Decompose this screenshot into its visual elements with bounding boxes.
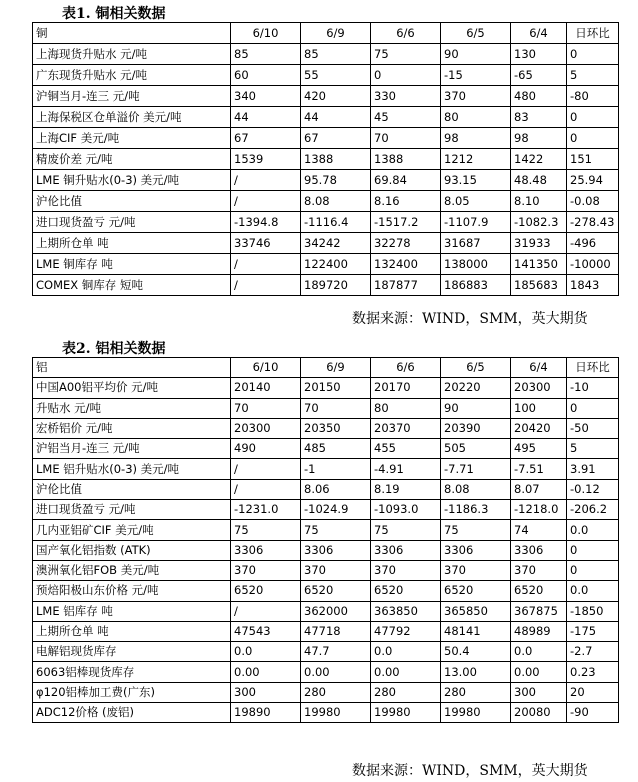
value-cell: 370 bbox=[231, 560, 301, 580]
value-cell: -80 bbox=[567, 86, 619, 107]
header-cell: 6/4 bbox=[511, 358, 567, 378]
value-cell: / bbox=[231, 601, 301, 621]
value-cell: -175 bbox=[567, 621, 619, 641]
value-cell: 370 bbox=[511, 560, 567, 580]
value-cell: 19980 bbox=[301, 703, 371, 723]
table-row bbox=[33, 479, 619, 499]
value-cell: 47792 bbox=[371, 621, 441, 641]
value-cell: 0 bbox=[567, 398, 619, 418]
value-cell: -206.2 bbox=[567, 500, 619, 520]
value-cell: 31933 bbox=[511, 233, 567, 254]
value-cell: 48141 bbox=[441, 621, 511, 641]
row-label-cell: 电解铝现货库存 bbox=[33, 642, 231, 662]
value-cell: 0 bbox=[567, 107, 619, 128]
value-cell: 0.0 bbox=[567, 520, 619, 540]
value-cell: -10000 bbox=[567, 254, 619, 275]
value-cell: 20170 bbox=[371, 378, 441, 398]
value-cell: -90 bbox=[567, 703, 619, 723]
table-row bbox=[33, 398, 619, 418]
value-cell: 0.00 bbox=[511, 662, 567, 682]
aluminum-data-source: 数据来源：WIND，SMM，英大期货 bbox=[352, 763, 588, 779]
value-cell: -1850 bbox=[567, 601, 619, 621]
value-cell: 67 bbox=[231, 128, 301, 149]
value-cell: 20080 bbox=[511, 703, 567, 723]
value-cell: -10 bbox=[567, 378, 619, 398]
value-cell: 85 bbox=[301, 44, 371, 65]
table-row bbox=[33, 149, 619, 170]
value-cell: 370 bbox=[441, 560, 511, 580]
table-row bbox=[33, 254, 619, 275]
value-cell: 5 bbox=[567, 65, 619, 86]
value-cell: 6520 bbox=[231, 581, 301, 601]
value-cell: -1082.3 bbox=[511, 212, 567, 233]
value-cell: 8.08 bbox=[441, 479, 511, 499]
row-label-cell: φ120铝棒加工费(广东) bbox=[33, 682, 231, 702]
value-cell: 0 bbox=[567, 128, 619, 149]
value-cell: 75 bbox=[441, 520, 511, 540]
value-cell: 90 bbox=[441, 44, 511, 65]
row-label-cell: 国产氧化铝指数 (ATK) bbox=[33, 540, 231, 560]
value-cell: 8.08 bbox=[301, 191, 371, 212]
value-cell: 33746 bbox=[231, 233, 301, 254]
value-cell: 300 bbox=[511, 682, 567, 702]
row-label-cell: LME 铝升贴水(0-3) 美元/吨 bbox=[33, 459, 231, 479]
value-cell: 130 bbox=[511, 44, 567, 65]
value-cell: 70 bbox=[231, 398, 301, 418]
value-cell: 98 bbox=[441, 128, 511, 149]
header-cell: 6/10 bbox=[231, 23, 301, 44]
row-label-cell: 升贴水 元/吨 bbox=[33, 398, 231, 418]
table-row bbox=[33, 459, 619, 479]
value-cell: / bbox=[231, 275, 301, 296]
table-row bbox=[33, 275, 619, 296]
value-cell: / bbox=[231, 170, 301, 191]
row-label-cell: LME 铝库存 吨 bbox=[33, 601, 231, 621]
row-label-cell: 上海CIF 美元/吨 bbox=[33, 128, 231, 149]
value-cell: 8.07 bbox=[511, 479, 567, 499]
header-cell: 6/4 bbox=[511, 23, 567, 44]
row-label-cell: 沪铜当月-连三 元/吨 bbox=[33, 86, 231, 107]
value-cell: 367875 bbox=[511, 601, 567, 621]
value-cell: 8.10 bbox=[511, 191, 567, 212]
value-cell: 490 bbox=[231, 439, 301, 459]
value-cell: 189720 bbox=[301, 275, 371, 296]
table-row bbox=[33, 581, 619, 601]
value-cell: 47.7 bbox=[301, 642, 371, 662]
value-cell: 19980 bbox=[441, 703, 511, 723]
value-cell: 3.91 bbox=[567, 459, 619, 479]
row-label-cell: 6063铝棒现货库存 bbox=[33, 662, 231, 682]
table-row bbox=[33, 212, 619, 233]
value-cell: 20 bbox=[567, 682, 619, 702]
row-label-cell: 进口现货盈亏 元/吨 bbox=[33, 500, 231, 520]
table-header-row bbox=[33, 358, 619, 378]
value-cell: 74 bbox=[511, 520, 567, 540]
aluminum-data-table bbox=[32, 357, 619, 723]
value-cell: 0 bbox=[371, 65, 441, 86]
row-label-cell: LME 铜库存 吨 bbox=[33, 254, 231, 275]
value-cell: 98 bbox=[511, 128, 567, 149]
header-cell: 铝 bbox=[33, 358, 231, 378]
table-row bbox=[33, 540, 619, 560]
value-cell: 75 bbox=[231, 520, 301, 540]
value-cell: 8.16 bbox=[371, 191, 441, 212]
value-cell: -278.43 bbox=[567, 212, 619, 233]
value-cell: 80 bbox=[441, 107, 511, 128]
value-cell: 1422 bbox=[511, 149, 567, 170]
row-label-cell: 中国A00铝平均价 元/吨 bbox=[33, 378, 231, 398]
header-cell: 6/6 bbox=[371, 23, 441, 44]
value-cell: 0.00 bbox=[371, 662, 441, 682]
value-cell: 0.0 bbox=[231, 642, 301, 662]
value-cell: 20300 bbox=[231, 418, 301, 438]
value-cell: 25.94 bbox=[567, 170, 619, 191]
value-cell: / bbox=[231, 254, 301, 275]
value-cell: 3306 bbox=[441, 540, 511, 560]
value-cell: -0.08 bbox=[567, 191, 619, 212]
value-cell: / bbox=[231, 479, 301, 499]
value-cell: 3306 bbox=[231, 540, 301, 560]
table-row bbox=[33, 682, 619, 702]
value-cell: 6520 bbox=[511, 581, 567, 601]
value-cell: -1107.9 bbox=[441, 212, 511, 233]
table-row bbox=[33, 107, 619, 128]
value-cell: 75 bbox=[301, 520, 371, 540]
value-cell: -65 bbox=[511, 65, 567, 86]
value-cell: -15 bbox=[441, 65, 511, 86]
header-cell: 6/5 bbox=[441, 23, 511, 44]
value-cell: 1388 bbox=[371, 149, 441, 170]
value-cell: 13.00 bbox=[441, 662, 511, 682]
value-cell: / bbox=[231, 459, 301, 479]
value-cell: 280 bbox=[371, 682, 441, 702]
value-cell: 485 bbox=[301, 439, 371, 459]
value-cell: 20390 bbox=[441, 418, 511, 438]
table-row bbox=[33, 439, 619, 459]
header-cell: 6/6 bbox=[371, 358, 441, 378]
row-label-cell: 几内亚铝矿CIF 美元/吨 bbox=[33, 520, 231, 540]
value-cell: 6520 bbox=[371, 581, 441, 601]
value-cell: 0.0 bbox=[371, 642, 441, 662]
value-cell: 20370 bbox=[371, 418, 441, 438]
value-cell: 48.48 bbox=[511, 170, 567, 191]
row-label-cell: 上期所仓单 吨 bbox=[33, 621, 231, 641]
value-cell: 185683 bbox=[511, 275, 567, 296]
value-cell: 20300 bbox=[511, 378, 567, 398]
value-cell: 8.06 bbox=[301, 479, 371, 499]
value-cell: 44 bbox=[301, 107, 371, 128]
value-cell: 330 bbox=[371, 86, 441, 107]
value-cell: / bbox=[231, 191, 301, 212]
value-cell: 505 bbox=[441, 439, 511, 459]
value-cell: 122400 bbox=[301, 254, 371, 275]
header-cell: 6/9 bbox=[301, 358, 371, 378]
value-cell: 31687 bbox=[441, 233, 511, 254]
value-cell: 60 bbox=[231, 65, 301, 86]
value-cell: 3306 bbox=[301, 540, 371, 560]
value-cell: 20140 bbox=[231, 378, 301, 398]
value-cell: -1186.3 bbox=[441, 500, 511, 520]
table-row bbox=[33, 191, 619, 212]
value-cell: 480 bbox=[511, 86, 567, 107]
value-cell: 55 bbox=[301, 65, 371, 86]
table-header-row bbox=[33, 23, 619, 44]
header-cell: 6/5 bbox=[441, 358, 511, 378]
value-cell: 44 bbox=[231, 107, 301, 128]
header-cell: 6/9 bbox=[301, 23, 371, 44]
copper-table-title: 表1. 铜相关数据 bbox=[62, 6, 166, 22]
table-row bbox=[33, 520, 619, 540]
table-row bbox=[33, 500, 619, 520]
value-cell: 340 bbox=[231, 86, 301, 107]
value-cell: 32278 bbox=[371, 233, 441, 254]
value-cell: 370 bbox=[301, 560, 371, 580]
value-cell: 0 bbox=[567, 540, 619, 560]
value-cell: 20220 bbox=[441, 378, 511, 398]
row-label-cell: 上海现货升贴水 元/吨 bbox=[33, 44, 231, 65]
value-cell: -2.7 bbox=[567, 642, 619, 662]
row-label-cell: 预焙阳极山东价格 元/吨 bbox=[33, 581, 231, 601]
value-cell: 186883 bbox=[441, 275, 511, 296]
value-cell: 1212 bbox=[441, 149, 511, 170]
value-cell: 280 bbox=[441, 682, 511, 702]
value-cell: 3306 bbox=[371, 540, 441, 560]
value-cell: 0 bbox=[567, 44, 619, 65]
value-cell: 47718 bbox=[301, 621, 371, 641]
header-cell: 日环比 bbox=[567, 358, 619, 378]
row-label-cell: 上海保税区仓单溢价 美元/吨 bbox=[33, 107, 231, 128]
value-cell: 6520 bbox=[301, 581, 371, 601]
value-cell: 1388 bbox=[301, 149, 371, 170]
value-cell: 141350 bbox=[511, 254, 567, 275]
value-cell: -1093.0 bbox=[371, 500, 441, 520]
value-cell: -1116.4 bbox=[301, 212, 371, 233]
value-cell: -50 bbox=[567, 418, 619, 438]
row-label-cell: 进口现货盈亏 元/吨 bbox=[33, 212, 231, 233]
value-cell: 370 bbox=[441, 86, 511, 107]
value-cell: 19980 bbox=[371, 703, 441, 723]
value-cell: 187877 bbox=[371, 275, 441, 296]
value-cell: 20150 bbox=[301, 378, 371, 398]
value-cell: 85 bbox=[231, 44, 301, 65]
value-cell: 6520 bbox=[441, 581, 511, 601]
aluminum-table-title: 表2. 铝相关数据 bbox=[62, 341, 166, 357]
value-cell: 5 bbox=[567, 439, 619, 459]
value-cell: -0.12 bbox=[567, 479, 619, 499]
header-cell: 铜 bbox=[33, 23, 231, 44]
value-cell: 151 bbox=[567, 149, 619, 170]
copper-data-source: 数据来源：WIND，SMM，英大期货 bbox=[352, 311, 588, 327]
value-cell: 300 bbox=[231, 682, 301, 702]
value-cell: 363850 bbox=[371, 601, 441, 621]
table-row bbox=[33, 418, 619, 438]
table-row bbox=[33, 233, 619, 254]
table-row bbox=[33, 170, 619, 191]
value-cell: 362000 bbox=[301, 601, 371, 621]
value-cell: 70 bbox=[301, 398, 371, 418]
value-cell: 495 bbox=[511, 439, 567, 459]
value-cell: 370 bbox=[371, 560, 441, 580]
row-label-cell: 沪铝当月-连三 元/吨 bbox=[33, 439, 231, 459]
value-cell: 75 bbox=[371, 44, 441, 65]
copper-data-table bbox=[32, 22, 619, 296]
table-row bbox=[33, 703, 619, 723]
table-row bbox=[33, 642, 619, 662]
value-cell: 132400 bbox=[371, 254, 441, 275]
value-cell: 20420 bbox=[511, 418, 567, 438]
value-cell: 34242 bbox=[301, 233, 371, 254]
table-row bbox=[33, 560, 619, 580]
value-cell: 0 bbox=[567, 560, 619, 580]
value-cell: 0.23 bbox=[567, 662, 619, 682]
value-cell: -1394.8 bbox=[231, 212, 301, 233]
row-label-cell: 上期所仓单 吨 bbox=[33, 233, 231, 254]
value-cell: 1539 bbox=[231, 149, 301, 170]
value-cell: 45 bbox=[371, 107, 441, 128]
value-cell: 95.78 bbox=[301, 170, 371, 191]
table-row bbox=[33, 378, 619, 398]
value-cell: 67 bbox=[301, 128, 371, 149]
value-cell: 0.0 bbox=[567, 581, 619, 601]
row-label-cell: 广东现货升贴水 元/吨 bbox=[33, 65, 231, 86]
table-row bbox=[33, 621, 619, 641]
header-cell: 日环比 bbox=[567, 23, 619, 44]
value-cell: -1517.2 bbox=[371, 212, 441, 233]
value-cell: 8.19 bbox=[371, 479, 441, 499]
value-cell: 280 bbox=[301, 682, 371, 702]
table-row bbox=[33, 86, 619, 107]
table-row bbox=[33, 44, 619, 65]
value-cell: 0.0 bbox=[511, 642, 567, 662]
row-label-cell: 澳洲氧化铝FOB 美元/吨 bbox=[33, 560, 231, 580]
table-row bbox=[33, 662, 619, 682]
value-cell: 3306 bbox=[511, 540, 567, 560]
table-row bbox=[33, 65, 619, 86]
value-cell: -7.71 bbox=[441, 459, 511, 479]
value-cell: 0.00 bbox=[231, 662, 301, 682]
header-cell: 6/10 bbox=[231, 358, 301, 378]
row-label-cell: 精废价差 元/吨 bbox=[33, 149, 231, 170]
value-cell: 138000 bbox=[441, 254, 511, 275]
value-cell: 420 bbox=[301, 86, 371, 107]
value-cell: 100 bbox=[511, 398, 567, 418]
value-cell: 80 bbox=[371, 398, 441, 418]
value-cell: 1843 bbox=[567, 275, 619, 296]
row-label-cell: ADC12价格 (废铝) bbox=[33, 703, 231, 723]
value-cell: -1024.9 bbox=[301, 500, 371, 520]
value-cell: -1231.0 bbox=[231, 500, 301, 520]
value-cell: 83 bbox=[511, 107, 567, 128]
value-cell: 48989 bbox=[511, 621, 567, 641]
value-cell: 70 bbox=[371, 128, 441, 149]
value-cell: 455 bbox=[371, 439, 441, 459]
value-cell: 47543 bbox=[231, 621, 301, 641]
table-row bbox=[33, 128, 619, 149]
row-label-cell: 沪伦比值 bbox=[33, 191, 231, 212]
value-cell: 8.05 bbox=[441, 191, 511, 212]
value-cell: 69.84 bbox=[371, 170, 441, 191]
row-label-cell: LME 铜升贴水(0-3) 美元/吨 bbox=[33, 170, 231, 191]
value-cell: -496 bbox=[567, 233, 619, 254]
value-cell: 0.00 bbox=[301, 662, 371, 682]
value-cell: -4.91 bbox=[371, 459, 441, 479]
value-cell: 93.15 bbox=[441, 170, 511, 191]
value-cell: -1 bbox=[301, 459, 371, 479]
value-cell: 19890 bbox=[231, 703, 301, 723]
value-cell: 20350 bbox=[301, 418, 371, 438]
table-row bbox=[33, 601, 619, 621]
value-cell: 365850 bbox=[441, 601, 511, 621]
value-cell: 50.4 bbox=[441, 642, 511, 662]
value-cell: 90 bbox=[441, 398, 511, 418]
row-label-cell: COMEX 铜库存 短吨 bbox=[33, 275, 231, 296]
value-cell: -7.51 bbox=[511, 459, 567, 479]
row-label-cell: 沪伦比值 bbox=[33, 479, 231, 499]
row-label-cell: 宏桥铝价 元/吨 bbox=[33, 418, 231, 438]
value-cell: 75 bbox=[371, 520, 441, 540]
value-cell: -1218.0 bbox=[511, 500, 567, 520]
